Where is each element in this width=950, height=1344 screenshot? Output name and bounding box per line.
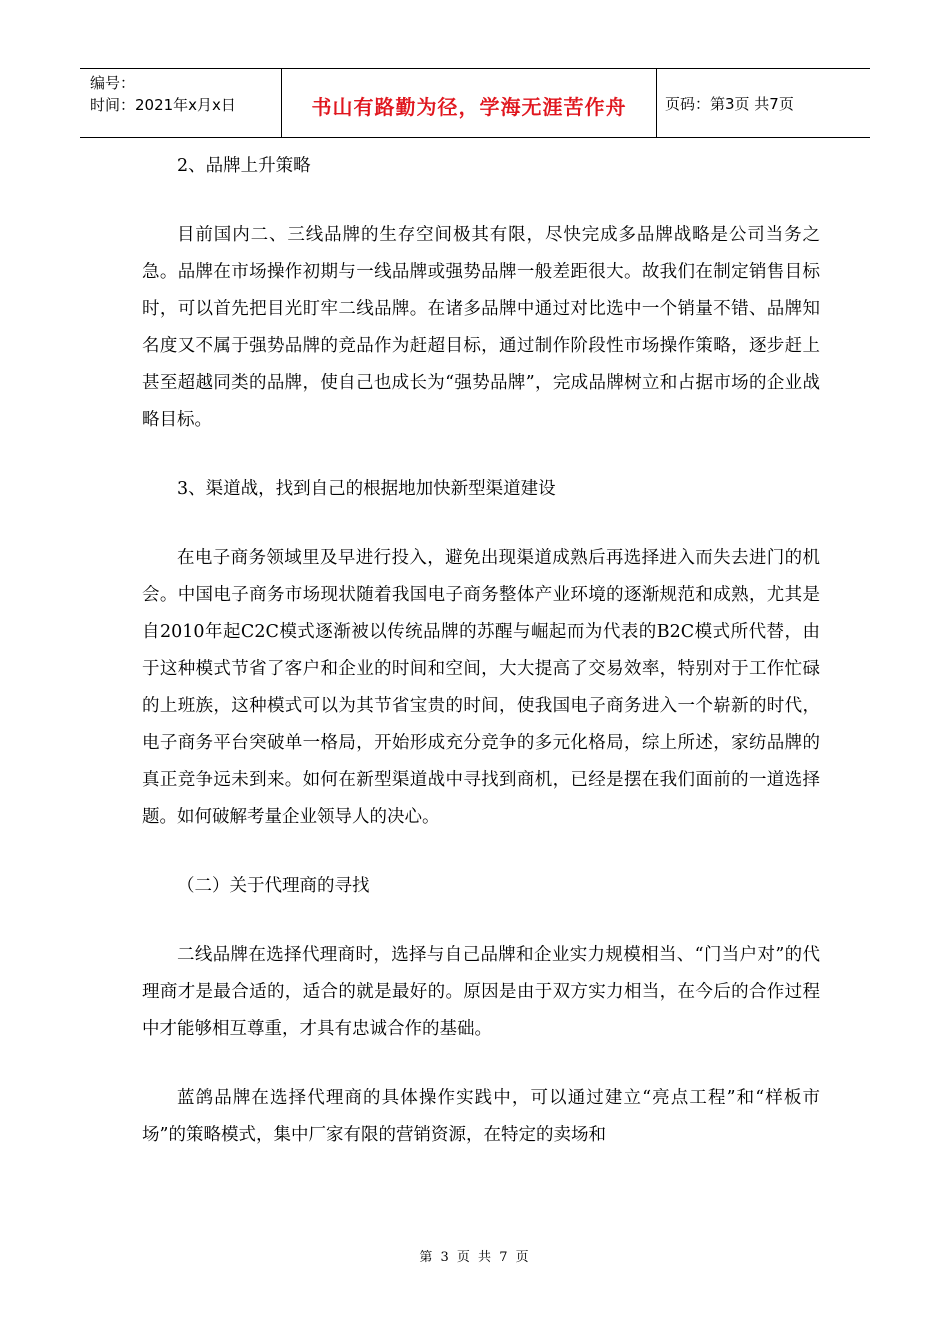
header-motto-cell: [282, 69, 657, 137]
paragraph-brand-strategy: 目前国内二、三线品牌的生存空间极其有限，尽快完成多品牌战略是公司当务之急。品牌在市场操作初期与一线品牌或强势品牌一般差距很大。故我们在制定销售目标时，可以首先把目光盯牢二线品牌。在诸多品牌中通过对比选中一个销量不错、品牌知名度又不属于强势品牌的竞品作为赶超目标，通过制作阶段性市场操作策略，逐步赶上甚至超越同类的品牌，使自己也成长为“强势品牌”，完成品牌树立和占据市场的企业战略目标。: [142, 225, 820, 430]
header-page-cell: [657, 69, 870, 137]
document-date-label: 时间：2021年x月x日: [90, 96, 236, 114]
paragraph-agent-selection: 二线品牌在选择代理商时，选择与自己品牌和企业实力规模相当、“门当户对”的代理商才是最合适的，适合的就是最好的。原因是由于双方实力相当，在今后的合作过程中才能够相互尊重，才具有忠诚合作的基础。: [142, 945, 820, 1039]
header-meta-cell: [80, 69, 282, 137]
document-number-label: 编号：: [90, 74, 136, 92]
document-body: [142, 148, 820, 1154]
page-footer: 第 3 页 共 7 页: [419, 1250, 531, 1265]
section-heading-channel-war: 3、渠道战，找到自己的根据地加快新型渠道建设: [177, 479, 556, 499]
header-motto: 书山有路勤为径，学海无涯苦作舟: [311, 94, 627, 119]
header-page-label: 页码：第3页 共7页: [665, 94, 794, 113]
paragraph-lange-practice: 蓝鸽品牌在选择代理商的具体操作实践中，可以通过建立“亮点工程”和“样板市场”的策略模式，集中厂家有限的营销资源，在特定的卖场和: [142, 1088, 820, 1145]
paragraph-channel-war: 在电子商务领域里及早进行投入，避免出现渠道成熟后再选择进入而失去进门的机会。中国电子商务市场现状随着我国电子商务整体产业环境的逐渐规范和成熟，尤其是自2010年起C2C模式逐渐被以传统品牌的苏醒与崛起而为代表的B2C模式所代替，由于这种模式节省了客户和企业的时间和空间，大大提高了交易效率，特别对于工作忙碌的上班族，这种模式可以为其节省宝贵的时间，使我国电子商务进入一个崭新的时代，电子商务平台突破单一格局，开始形成充分竞争的多元化格局，综上所述，家纺品牌的真正竞争远未到来。如何在新型渠道战中寻找到商机，已经是摆在我们面前的一道选择题。如何破解考量企业领导人的决心。: [142, 548, 820, 827]
section-heading-brand-strategy: 2、品牌上升策略: [177, 156, 311, 176]
section-heading-agent-search: （二）关于代理商的寻找: [177, 876, 370, 896]
page-header: [80, 68, 870, 138]
